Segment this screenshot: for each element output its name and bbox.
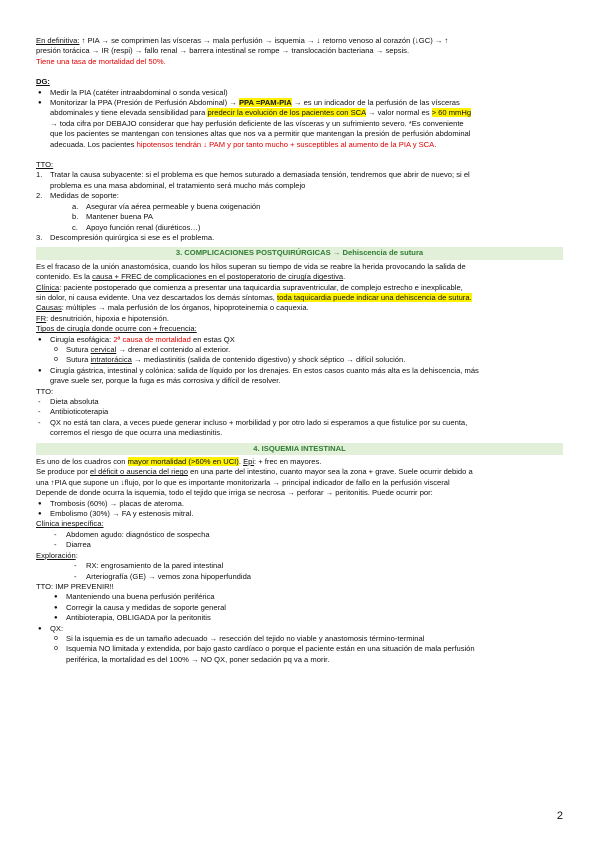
causas-text: : múltiples → mala perfusión de los órganos, hipoproteinemia o caquexia. [61, 303, 309, 313]
sec3-tto-heading: TTO: [36, 386, 54, 396]
qx-item-2-l2: periférica, la mortalidad es del 100% → NO QX, poner sedación pq va a morir. [66, 654, 330, 664]
sec4-tto-2: ● Corregir la causa y medidas de soporte general [52, 603, 563, 613]
dg-item-2-l5a: adecuada. Los pacientes [50, 139, 137, 149]
tto-item-1-l2: problema es una masa abdominal, el tratamiento será mucho más complejo [50, 180, 306, 190]
sec3-tto-2: - Antibioticoterapia [36, 407, 563, 417]
sec4-p2-u: el déficit o ausencia del riego [90, 467, 188, 477]
sec4-p1-b: . [238, 457, 244, 467]
sec3-intro-l1: Es el fracaso de la unión anastomósica, cuando los hilos superan su tiempo de vida se reabre la herida provocando la salida de [36, 261, 466, 271]
tto-item-2 [36, 191, 563, 201]
tto-item-2-number: 2. [36, 191, 43, 201]
sec3-tto-3-l1: - QX no está tan clara, a veces puede generar incluso + morbilidad y por otro lado si esperamos a que fistulice por su cuenta, [50, 417, 468, 427]
sec3-clinica [36, 283, 563, 304]
exploracion-item-1: - RX: engrosamiento de la pared intestinal [72, 561, 563, 571]
sec3-tipos-heading: Tipos de cirugía donde ocurre con + frecuencia: [36, 324, 197, 334]
sec3-causas [36, 303, 563, 313]
sec4-para-2 [36, 467, 563, 498]
tto-subitem-c [72, 223, 563, 233]
sec4-p2-l3: Depende de donde ocurra la isquemia, todo el tejido que irriga se necrosa → perforar → peritonitis. Puede ocurrir por: [36, 488, 433, 498]
dg-item-2-warning: hipotensos tendrán ↓ PAM y por tanto mucho + susceptibles al aumento de la PIA y SCA. [136, 139, 437, 149]
clinica-l2a: sin dolor, ni causa evidente. Una vez descartados los demás síntomas, [36, 292, 278, 302]
sec3-intro [36, 262, 563, 283]
clinica-l1: : paciente postoperado que comienza a presentar una taquicardia supraventricular, de complejo estrecho e inexplicable, [59, 282, 463, 292]
sec3-intro-l2a: contenido. Es la [36, 272, 93, 282]
eso-a: Cirugía esofágica: [50, 334, 114, 344]
tto-item-3-number: 3. [36, 232, 43, 242]
document-page [36, 36, 563, 665]
sec4-mortality: mayor mortalidad (>60% en UCI) [127, 457, 239, 467]
dg-item-2-b: → es un indicador de la perfusión de las vísceras [291, 98, 460, 108]
clinica-label: Clínica [36, 282, 60, 292]
tto-subitem-c-letter: c. [72, 222, 78, 232]
tto-subitem-c-text: Apoyo función renal (diuréticos…) [86, 222, 201, 232]
intra-b: → mediastinitis (salida de contenido digestivo) y shock séptico → difícil solución. [131, 355, 406, 365]
gast-l2: grave suele ser, porque la fuga es más corrosiva y difícil de resolver. [50, 376, 281, 386]
cirugia-esofagica [36, 335, 563, 345]
tto-subitem-b [72, 212, 563, 222]
ppa-formula: PPA =PAM-PIA [238, 98, 292, 108]
ppa-normal-value: > 60 mmHg [431, 108, 472, 118]
cerv-u: cervical [90, 344, 117, 354]
intra-u: intratorácica [90, 355, 132, 365]
dg-item-2-l2a: abdominales y tiene elevada sensibilidad para [50, 108, 208, 118]
exploracion-item-2: - Arteriografía (GE) → vemos zona hipoperfundida [72, 572, 563, 582]
sec4-p1-a: Es uno de los cuadros con [36, 457, 128, 467]
clinica-item-2: - Diarrea [52, 540, 563, 550]
qx-item-2 [52, 644, 563, 665]
tto-subitem-a-letter: a. [72, 201, 79, 211]
dg-item-2-l3: → toda cifra por DEBAJO considerar que hay perfusión deficiente de las vísceras y un sufrimiento severo. *Es conveniente [50, 118, 464, 128]
clinica-highlight: toda taquicardia puede indicar una dehiscencia de sutura. [277, 292, 472, 302]
tto-item-3-text: Descompresión quirúrgica si ese es el problema. [50, 232, 215, 242]
tto-item-1-number: 1. [36, 170, 43, 180]
causas-label: Causas [36, 303, 62, 313]
tto-subitem-b-text: Mantener buena PA [86, 212, 153, 222]
tto-item-1 [36, 170, 563, 191]
eso-red: 2ª causa de mortalidad [113, 334, 191, 344]
clinica-item-1: - Abdomen agudo: diagnóstico de sospecha [52, 530, 563, 540]
epi-label: Epi [243, 457, 255, 467]
embolismo-item: ● Embolismo (30%) → FA y estenosis mitral. [36, 509, 563, 519]
qx-item-2-l1: o Isquemia NO limitada y extendida, por bajo gasto cardíaco o porque el paciente están en una situación de mala perfusión [66, 644, 475, 654]
sec4-p1-c: : + frec en mayores. [254, 457, 322, 467]
tto-subitem-b-letter: b. [72, 212, 79, 222]
qx-item-1: o Si la isquemia es de un tamaño adecuado → resección del tejido no viable y anastomosis término-terminal [52, 634, 563, 644]
dg-item-1-text: Medir la PIA (catéter intraabdominal o sonda vesical) [50, 87, 228, 97]
intro-mortality: Tiene una tasa de mortalidad del 50%. [36, 56, 166, 66]
sec3-tto-3 [36, 418, 563, 439]
intro-label: En definitiva: [36, 36, 80, 45]
dg-item-1 [36, 88, 563, 98]
sutura-intratoracica [52, 355, 563, 365]
tto-item-1-l1: Tratar la causa subyacente: si el problema es que hemos suturado a demasiada tensión, tendremos que abrir de nuevo; si el [50, 170, 470, 180]
tto-heading: TTO: [36, 160, 54, 170]
trombosis-item: ● Trombosis (60%) → placas de ateroma. [36, 499, 563, 509]
tto-subitem-a-text: Asegurar vía aérea permeable y buena oxigenación [86, 201, 261, 211]
intro-text: ↑ PIA → se comprimen las vísceras → mala perfusión → isquemia → ↓ retorno venoso al corazón (↓GC) → ↑ [79, 36, 449, 45]
sec4-tto-3: ● Antibioterapia, OBLIGADA por la peritonitis [52, 613, 563, 623]
dg-heading: DG: [36, 77, 50, 87]
exploracion-label: Exploración [36, 550, 76, 560]
sec3-fr [36, 314, 563, 324]
section-4-header: 4. ISQUEMIA INTESTINAL [36, 443, 563, 455]
sec3-intro-underline: causa + FREC de complicaciones en el postoperatorio de cirugía digestiva [92, 272, 344, 282]
sutura-cervical [52, 345, 563, 355]
section-3-header: 3. COMPLICACIONES POSTQUIRÚRGICAS → Dehiscencia de sutura [36, 247, 563, 259]
page-number: 2 [556, 810, 563, 822]
cerv-a: Sutura [66, 344, 91, 354]
exploracion-heading [36, 551, 563, 561]
sec4-p2-b: en una parte del intestino, cuanto mayor sea la zona + grave. Suele ocurrir debido a [187, 467, 473, 477]
sec4-p2-a: Se produce por [36, 467, 91, 477]
tto-item-2-text: Medidas de soporte: [50, 191, 119, 201]
cerv-b: → drenar el contenido al exterior. [116, 344, 231, 354]
gast-l1: ● Cirugía gástrica, intestinal y colónica: salida de líquido por los drenajes. En estos casos cuanto más alta es la dehiscencia, más [50, 365, 479, 375]
sec4-qx: ● QX: [36, 624, 563, 634]
fr-label: FR [36, 313, 47, 323]
intro-line-1 [36, 36, 563, 46]
dg-item-2 [36, 98, 563, 150]
intra-a: Sutura [66, 355, 91, 365]
sec3-intro-l2b: . [343, 272, 346, 282]
sec4-tto-heading: TTO: IMP PREVENIR!! [36, 581, 114, 591]
sec3-tto-3-l2: corremos el riesgo de que ocurra una mediastinitis. [50, 428, 223, 438]
dg-item-2-a: Monitorizar la PPA (Presión de Perfusión Abdominal) → [50, 98, 239, 108]
fr-text: : desnutrición, hipoxia e hipotensión. [46, 313, 169, 323]
dg-item-2-highlight: predecir la evolución de los pacientes con SCA [207, 108, 366, 118]
sec4-intro [36, 457, 563, 467]
sec4-p2-l2: una ↑PIA que supone un ↓flujo, por lo que es importante monitorizarla → principal indicador de fallo en la perfusión visceral [36, 477, 450, 487]
intro-line-2: presión torácica → IR (respi) → fallo renal → barrera intestinal se rompe → translocación bacteriana → sepsis. [36, 46, 410, 56]
sec3-tto-1: - Dieta absoluta [36, 397, 563, 407]
exploracion-colon: : [75, 550, 78, 560]
tto-item-3 [36, 233, 563, 243]
clinica-inespecifica-heading: Clínica inespecífica: [36, 519, 104, 529]
cirugia-gastrica [36, 366, 563, 387]
sec4-tto-1: ● Manteniendo una buena perfusión periférica [52, 592, 563, 602]
dg-item-2-l2b: → valor normal es [365, 108, 432, 118]
eso-b: en estas QX [190, 334, 235, 344]
dg-item-2-l4: que los pacientes se mantengan con tensiones altas que nos va a permitir que mantengan la presión de perfusión abdominal [50, 129, 471, 139]
tto-subitem-a [72, 202, 563, 212]
